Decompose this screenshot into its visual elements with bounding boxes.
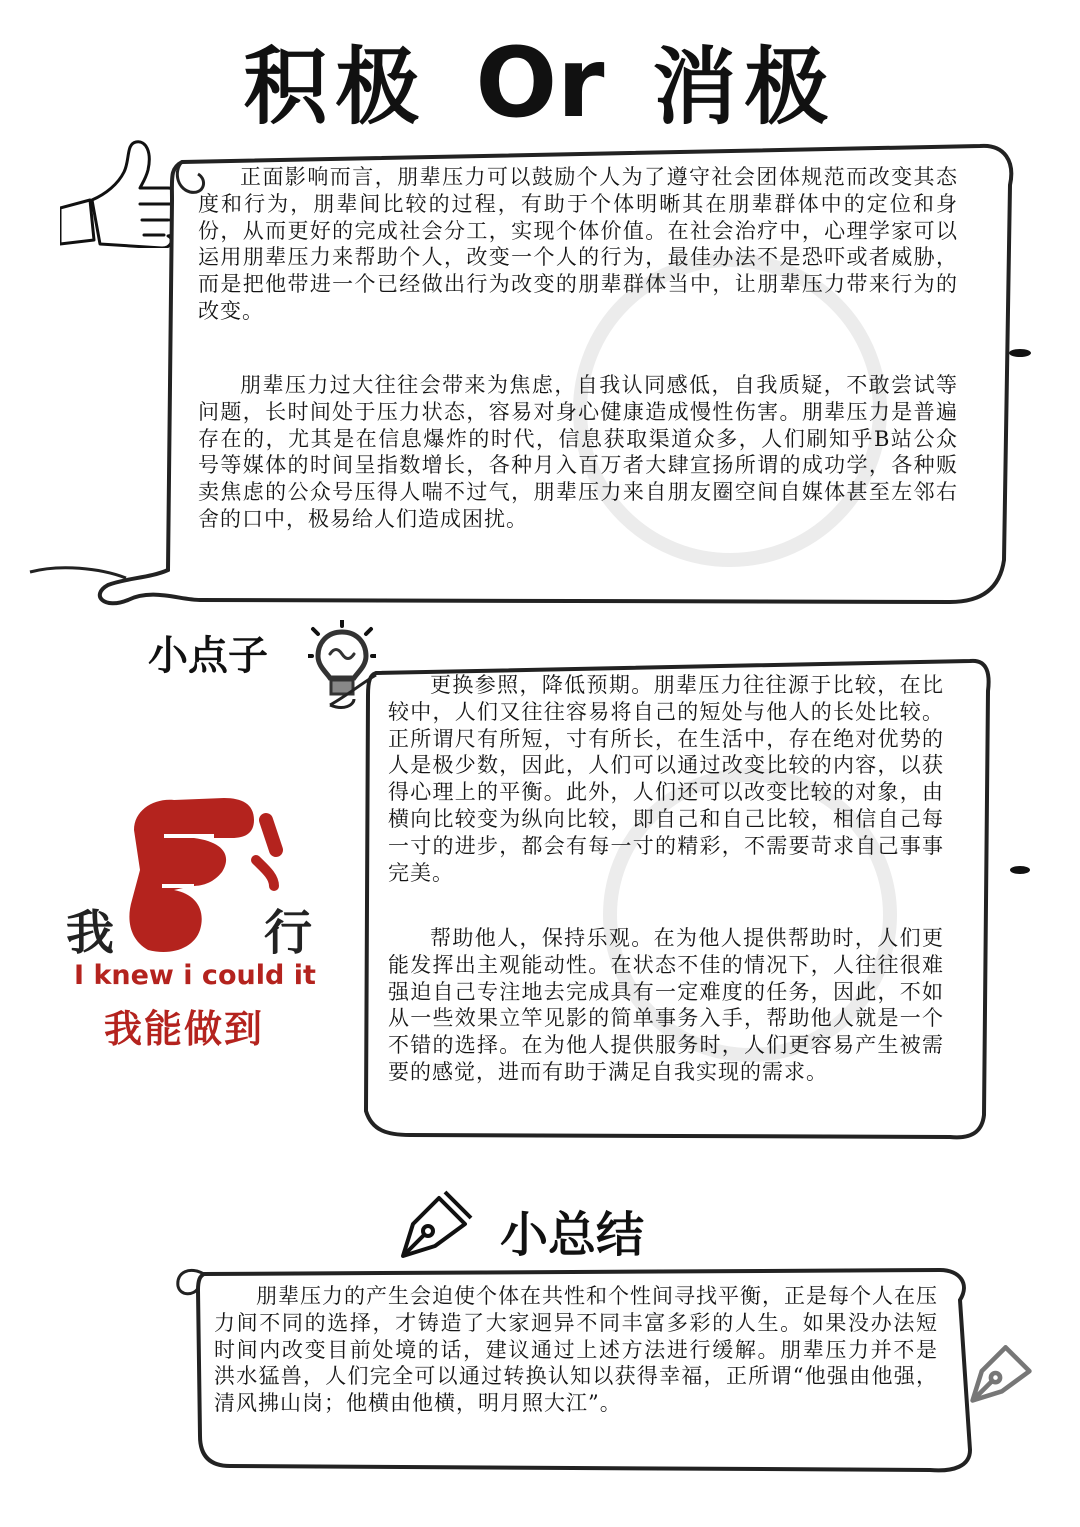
section2-paragraph-2: 帮助他人，保持乐观。在为他人提供帮助时，人们更能发挥出主观能动性。在状态不佳的情况下，人往往很难强迫自己专注地去完成具有一定难度的任务，因此，不如从一些效果立竿见影的简单事务入手，帮助他人就是一个不错的选择。在为他人提供服务时，人们更容易产生被需要的感觉，进而有助于满足自我实现的需求。 [388,926,944,1084]
page-title [150,28,930,138]
section3-paragraph-1: 朋辈压力的产生会迫使个体在共性和个性间寻找平衡，正是每个人在压力间不同的选择，才铸造了大家迥异不同丰富多彩的人生。如果没办法短时间内改变目前处境的话，建议通过上述方法进行缓解。朋辈压力并不是洪水猛兽，人们完全可以通过转换认知以获得幸福，正所谓“他强由他强，清风拂山岗；他横由他横，明月照大江”。 [214,1284,938,1416]
badge-english: I knew i could it [74,960,316,991]
scroll-panel-positive [30,140,1040,610]
fist-icon [114,790,284,960]
title-right: 消极 [652,38,837,136]
badge-word-right: 行 [264,905,313,961]
summary-heading: 小总结 [500,1207,645,1263]
tips-heading: 小点子 [148,633,268,679]
title-middle: Or [475,27,605,139]
title-left: 积极 [243,38,428,136]
pen-nib-icon-small [965,1340,1037,1406]
section1-paragraph-2: 朋辈压力过大往往会带来为焦虑，自我认同感低，自我质疑，不敢尝试等问题，长时间处于压力状态，容易对身心健康造成慢性伤害。朋辈压力是普遍存在的，尤其是在信息爆炸的时代，信息获取渠道众多，人们刷知乎B站公众号等媒体的时间呈指数增长，各种月入百万者大肆宣扬所谓的成功学，各种贩卖焦虑的公众号压得人喘不过气，朋辈压力来自朋友圈空间自媒体甚至左邻右舍的口中，极易给人们造成困扰。 [198,373,958,531]
scroll-panel-summary [170,1260,1010,1475]
pen-nib-icon [395,1190,473,1262]
section1-paragraph-1: 正面影响而言，朋辈压力可以鼓励个人为了遵守社会团体规范而改变其态度和行为，朋辈间比较的过程，有助于个体明晰其在朋辈群体中的定位和身份，从而更好的完成社会分工，实现个体价值。在社会治疗中，心理学家可以运用朋辈压力来帮助个人，改变一个人的行为，最佳办法不是恐吓或者威胁，而是把他带进一个已经做出行为改变的朋辈群体当中，让朋辈压力带来行为的改变。 [198,165,958,323]
badge-chinese: 我能做到 [104,1007,265,1051]
badge-word-left: 我 [66,905,115,961]
i-can-do-it-badge [66,790,326,1050]
scroll-panel-tips [330,655,1050,1145]
section2-paragraph-1: 更换参照，降低预期。朋辈压力往往源于比较，在比较中，人们又往往容易将自己的短处与他人的长处比较。正所谓尺有所短，寸有所长，在生活中，存在绝对优势的人是极少数，因此，人们可以通过改变比较的内容，以获得心理上的平衡。此外，人们还可以改变比较的对象，由横向比较变为纵向比较，即自己和自己比较，相信自己每一寸的进步，都会有每一寸的精彩，不需要苛求自己事事完美。 [388,673,944,885]
